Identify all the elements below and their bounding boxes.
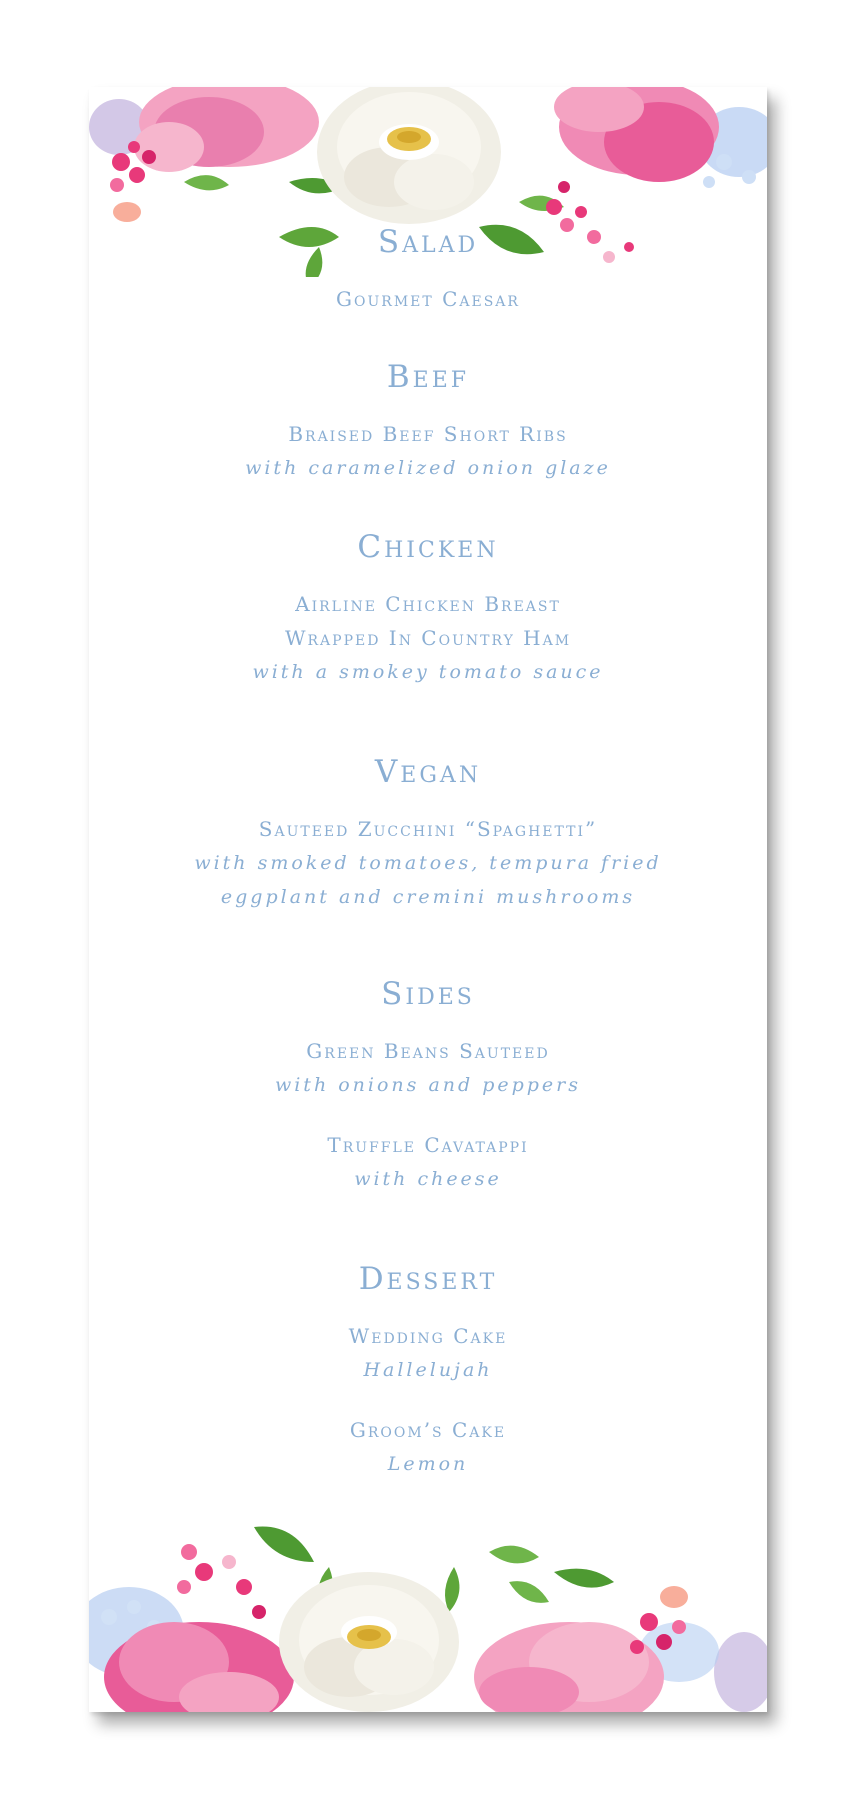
section-beef (89, 357, 767, 485)
section-heading: Chicken (357, 529, 499, 565)
section-sides (89, 974, 767, 1196)
hydrangea-cluster-right (714, 1632, 767, 1712)
dish-name: Groom’s Cake (349, 1418, 507, 1442)
dish-description: with cheese (354, 1168, 502, 1190)
section-vegan (89, 752, 767, 914)
dish-description: eggplant and cremini mushrooms (220, 886, 636, 908)
dish-description: with caramelized onion glaze (245, 457, 611, 479)
menu-card (89, 87, 767, 1712)
section-heading: Salad (377, 224, 479, 260)
dish-name: Sauteed Zucchini “Spaghetti” (258, 817, 598, 841)
section-heading: Sides (381, 976, 475, 1012)
section-heading: Beef (386, 359, 470, 395)
dish-name: Braised Beef Short Ribs (288, 422, 568, 446)
menu-content (89, 87, 767, 1712)
section-salad (89, 222, 767, 316)
dish-description: with a smokey tomato sauce (252, 661, 604, 683)
dish-name: Airline Chicken Breast (295, 592, 561, 616)
dish-description: Hallelujah (363, 1359, 493, 1381)
section-heading: Dessert (358, 1261, 498, 1297)
dish-name: Green Beans Sauteed (306, 1039, 550, 1063)
pink-peony-right (474, 1622, 664, 1712)
section-heading: Vegan (374, 754, 482, 790)
dish-name: Truffle Cavatappi (327, 1133, 529, 1157)
dish-description: with smoked tomatoes, tempura fried (194, 852, 662, 874)
dish-name: Wedding Cake (348, 1324, 508, 1348)
floral-border-bottom (89, 1512, 767, 1712)
pink-sprig-left (177, 1544, 266, 1619)
section-dessert (89, 1259, 767, 1481)
dish-description: Lemon (387, 1453, 469, 1475)
dish-name: Gourmet Caesar (336, 287, 520, 311)
dish-name: Wrapped In Country Ham (284, 626, 572, 650)
white-peony-center (279, 1572, 459, 1712)
dish-description: with onions and peppers (274, 1074, 582, 1096)
section-chicken (89, 527, 767, 689)
